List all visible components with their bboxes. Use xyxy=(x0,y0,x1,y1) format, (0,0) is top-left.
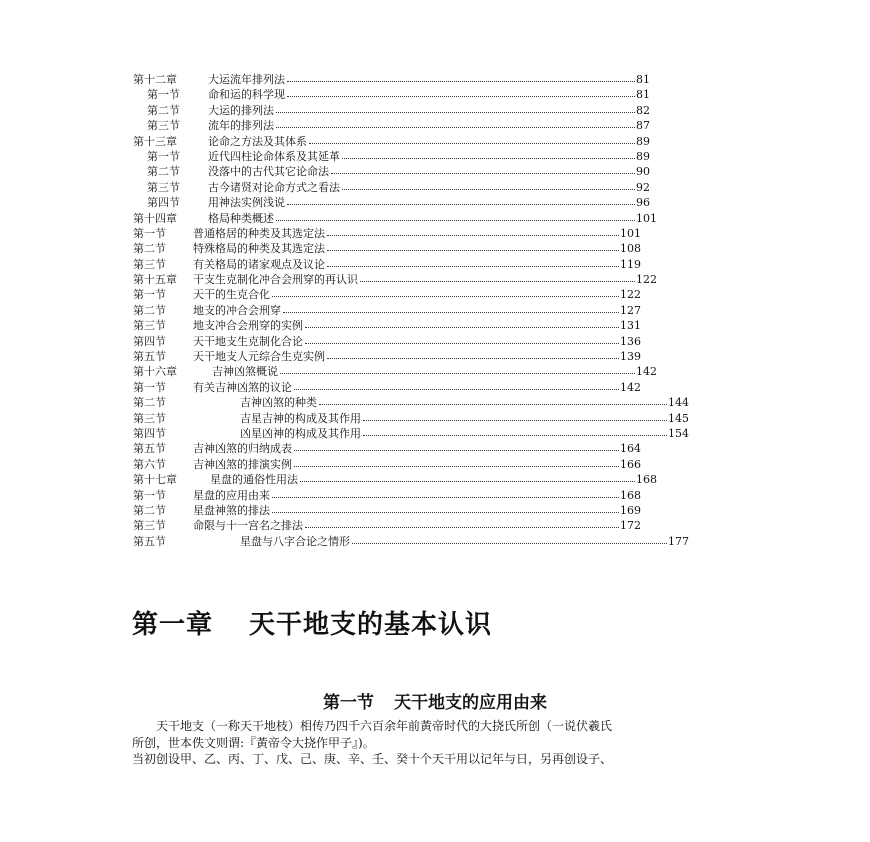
toc-entry-page: 177 xyxy=(668,534,689,548)
toc-entry-label: 第四节 xyxy=(133,334,166,348)
toc-entry-label: 第二节 xyxy=(133,242,166,256)
toc-entry-leader xyxy=(363,426,667,436)
toc-entry-leader xyxy=(283,303,619,313)
toc-entry-leader xyxy=(327,349,619,359)
section-heading xyxy=(0,688,870,713)
toc-entry-label: 第四节 xyxy=(133,426,166,440)
toc-entry-title: 吉神凶煞的排演实例 xyxy=(193,457,292,471)
toc-entry xyxy=(0,364,870,379)
toc-entry-page: 166 xyxy=(620,457,641,471)
toc-entry-leader xyxy=(327,257,619,267)
toc-entry xyxy=(0,518,870,533)
toc-entry xyxy=(0,287,870,302)
toc-entry-page: 154 xyxy=(668,426,689,440)
toc-entry-page: 108 xyxy=(620,242,641,256)
toc-entry-leader xyxy=(305,518,619,528)
table-of-contents xyxy=(0,72,870,549)
toc-entry-leader xyxy=(294,441,619,451)
toc-entry-title: 吉神凶煞的种类 xyxy=(240,396,317,410)
toc-entry xyxy=(0,349,870,364)
toc-entry-title: 古今诸贤对论命方式之看法 xyxy=(208,180,340,194)
toc-entry-title: 地支冲合会刑穿的实例 xyxy=(193,319,303,333)
toc-entry-label: 第二节 xyxy=(147,103,180,117)
toc-entry-label: 第一节 xyxy=(133,288,166,302)
toc-entry xyxy=(0,488,870,503)
toc-entry-label: 第十四章 xyxy=(133,211,177,225)
toc-entry-leader xyxy=(305,318,619,328)
toc-entry xyxy=(0,380,870,395)
toc-entry-title: 用神法实例浅说 xyxy=(208,196,285,210)
toc-entry-leader xyxy=(309,134,635,144)
toc-entry-page: 127 xyxy=(620,303,641,317)
toc-entry-page: 89 xyxy=(636,149,650,163)
toc-entry-label: 第十五章 xyxy=(133,273,177,287)
toc-entry xyxy=(0,118,870,133)
toc-entry-page: 164 xyxy=(620,442,641,456)
toc-entry-page: 139 xyxy=(620,350,641,364)
toc-entry-label: 第三节 xyxy=(133,319,166,333)
toc-entry xyxy=(0,134,870,149)
toc-entry-label: 第四节 xyxy=(147,196,180,210)
body-line: 天干地支（一称天干地枝）相传乃四千六百余年前黃帝时代的大挠氏所创（一说伏羲氏 xyxy=(156,719,613,733)
toc-entry-label: 第五节 xyxy=(133,534,166,548)
toc-entry-title: 星盘的应用由来 xyxy=(193,488,270,502)
toc-entry-page: 168 xyxy=(636,473,657,487)
toc-entry-leader xyxy=(276,103,635,113)
toc-entry-title: 没落中的古代其它论命法 xyxy=(208,165,329,179)
toc-entry-label: 第三节 xyxy=(147,119,180,133)
toc-entry-label: 第二节 xyxy=(133,503,166,517)
toc-entry xyxy=(0,241,870,256)
toc-entry-leader xyxy=(342,180,635,190)
toc-entry xyxy=(0,426,870,441)
toc-entry-leader xyxy=(305,334,619,344)
toc-entry xyxy=(0,180,870,195)
toc-entry-title: 吉神凶煞概说 xyxy=(212,365,278,379)
toc-entry-label: 第十二章 xyxy=(133,73,177,86)
toc-entry-page: 169 xyxy=(620,503,641,517)
toc-entry-leader xyxy=(294,380,619,390)
toc-entry-page: 145 xyxy=(668,411,689,425)
toc-entry xyxy=(0,272,870,287)
chapter-heading xyxy=(132,604,492,641)
toc-entry-leader xyxy=(327,241,619,251)
toc-entry-page: 144 xyxy=(668,396,689,410)
toc-entry-page: 142 xyxy=(620,380,641,394)
toc-entry-title: 干支生克制化冲合会刑穿的再认识 xyxy=(193,273,358,287)
toc-entry xyxy=(0,334,870,349)
toc-entry-title: 特殊格局的种类及其选定法 xyxy=(193,242,325,256)
toc-entry-page: 136 xyxy=(620,334,641,348)
toc-entry-title: 星盘神煞的排法 xyxy=(193,503,270,517)
toc-entry-leader xyxy=(287,195,635,205)
toc-entry-leader xyxy=(276,118,635,128)
toc-entry xyxy=(0,149,870,164)
chapter-number: 第一章 xyxy=(132,610,214,640)
toc-entry-page: 131 xyxy=(620,319,641,333)
section-title: 天干地支的应用由来 xyxy=(394,693,547,713)
toc-entry xyxy=(0,226,870,241)
chapter-title: 天干地支的基本认识 xyxy=(249,610,493,640)
toc-entry-label: 第五节 xyxy=(133,442,166,456)
toc-entry-page: 122 xyxy=(636,273,657,287)
toc-entry xyxy=(0,72,870,87)
toc-entry-label: 第二节 xyxy=(147,165,180,179)
toc-entry-leader xyxy=(276,211,635,221)
toc-entry-leader xyxy=(331,164,635,174)
toc-entry-leader xyxy=(360,272,635,282)
toc-entry-leader xyxy=(280,364,635,374)
toc-entry-leader xyxy=(272,503,619,513)
toc-entry-label: 第三节 xyxy=(133,411,166,425)
toc-entry xyxy=(0,472,870,487)
toc-entry-page: 87 xyxy=(636,119,650,133)
toc-entry-label: 第一节 xyxy=(133,488,166,502)
toc-entry xyxy=(0,395,870,410)
toc-entry-label: 第一节 xyxy=(133,226,166,240)
toc-entry-label: 第十六章 xyxy=(133,365,177,379)
toc-entry-title: 大运的排列法 xyxy=(208,103,274,117)
toc-entry-leader xyxy=(352,534,667,544)
toc-entry xyxy=(0,164,870,179)
toc-entry-title: 天干地支人元综合生克实例 xyxy=(193,350,325,364)
toc-entry-page: 172 xyxy=(620,519,641,533)
toc-entry xyxy=(0,257,870,272)
toc-entry-leader xyxy=(294,457,619,467)
toc-entry-page: 82 xyxy=(636,103,650,117)
toc-entry-title: 地支的冲合会刑穿 xyxy=(193,303,281,317)
toc-entry-page: 119 xyxy=(620,257,641,271)
toc-entry-label: 第一节 xyxy=(147,149,180,163)
toc-entry-page: 101 xyxy=(636,211,657,225)
toc-entry xyxy=(0,195,870,210)
toc-entry-title: 格局种类概述 xyxy=(208,211,274,225)
toc-entry xyxy=(0,534,870,549)
toc-entry xyxy=(0,318,870,333)
toc-entry-title: 流年的排列法 xyxy=(208,119,274,133)
toc-entry-page: 90 xyxy=(636,165,650,179)
toc-entry-leader xyxy=(287,72,635,82)
toc-entry-page: 81 xyxy=(636,88,650,102)
toc-entry xyxy=(0,87,870,102)
toc-entry-page: 92 xyxy=(636,180,650,194)
toc-entry-title: 天干地支生克制化合论 xyxy=(193,334,303,348)
toc-entry xyxy=(0,503,870,518)
body-line: 所创，世本佚文则谓:『黃帝令大挠作甲子』)。 xyxy=(132,735,375,750)
toc-entry-leader xyxy=(300,472,635,482)
toc-entry-title: 普通格居的种类及其选定法 xyxy=(193,226,325,240)
toc-entry-leader xyxy=(272,287,619,297)
toc-entry-label: 第三节 xyxy=(133,519,166,533)
toc-entry-label: 第十七章 xyxy=(133,473,177,487)
toc-entry-label: 第一节 xyxy=(133,380,166,394)
toc-entry-page: 168 xyxy=(620,488,641,502)
toc-entry-label: 第六节 xyxy=(133,457,166,471)
toc-entry xyxy=(0,457,870,472)
toc-entry-label: 第三节 xyxy=(133,257,166,271)
toc-entry-leader xyxy=(287,87,635,97)
toc-entry-title: 论命之方法及其体系 xyxy=(208,134,307,148)
toc-entry-page: 81 xyxy=(636,73,650,86)
toc-entry-leader xyxy=(272,488,619,498)
toc-entry-page: 101 xyxy=(620,226,641,240)
toc-entry-title: 吉神凶煞的归纳成表 xyxy=(193,442,292,456)
toc-entry-label: 第二节 xyxy=(133,303,166,317)
toc-entry-page: 96 xyxy=(636,196,650,210)
toc-entry-title: 星盘的通俗性用法 xyxy=(210,473,298,487)
toc-entry-leader xyxy=(363,411,667,421)
body-line: 当初创设甲、乙、丙、丁、戊、己、庚、辛、壬、癸十个天干用以记年与日，另再创设子、 xyxy=(132,752,613,766)
toc-entry xyxy=(0,411,870,426)
toc-entry-label: 第三节 xyxy=(147,180,180,194)
toc-entry-page: 89 xyxy=(636,134,650,148)
toc-entry-title: 近代四柱论命体系及其延革 xyxy=(208,149,340,163)
toc-entry-title: 凶星凶神的构成及其作用 xyxy=(240,426,361,440)
toc-entry-title: 有关格局的诸家观点及议论 xyxy=(193,257,325,271)
toc-entry-page: 142 xyxy=(636,365,657,379)
section-number: 第一节 xyxy=(323,693,374,713)
toc-entry-title: 命限与十一宫名之排法 xyxy=(193,519,303,533)
toc-entry-title: 大运流年排列法 xyxy=(208,73,285,86)
toc-entry-title: 星盘与八字合论之情形 xyxy=(240,534,350,548)
toc-entry-page: 122 xyxy=(620,288,641,302)
toc-entry xyxy=(0,441,870,456)
toc-entry-title: 吉星吉神的构成及其作用 xyxy=(240,411,361,425)
toc-entry xyxy=(0,211,870,226)
toc-entry-leader xyxy=(319,395,667,405)
toc-entry-title: 有关吉神凶煞的议论 xyxy=(193,380,292,394)
toc-entry xyxy=(0,303,870,318)
toc-entry xyxy=(0,103,870,118)
toc-entry-label: 第二节 xyxy=(133,396,166,410)
toc-entry-title: 天干的生克合化 xyxy=(193,288,270,302)
toc-entry-label: 第五节 xyxy=(133,350,166,364)
toc-entry-leader xyxy=(342,149,635,159)
body-paragraph xyxy=(132,718,747,768)
toc-entry-label: 第一节 xyxy=(147,88,180,102)
toc-entry-leader xyxy=(327,226,619,236)
toc-entry-label: 第十三章 xyxy=(133,134,177,148)
toc-entry-title: 命和运的科学现 xyxy=(208,88,285,102)
